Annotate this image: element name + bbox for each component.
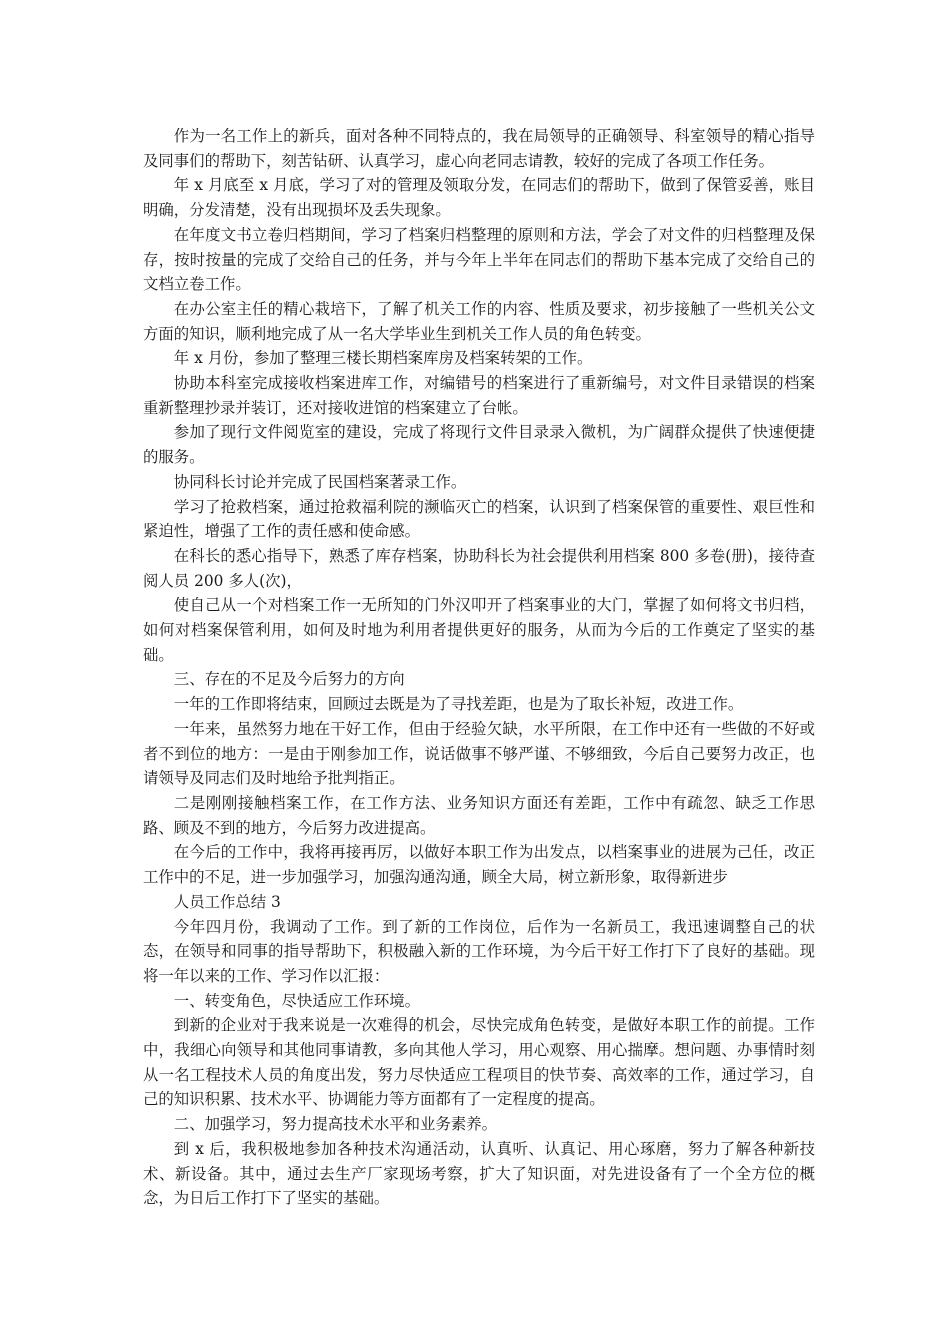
paragraph: 年 x 月底至 x 月底，学习了对的管理及领取分发，在同志们的帮助下，做到了保管妥善，账目明确，分发清楚，没有出现损坏及丢失现象。: [143, 176, 815, 220]
paragraph: 在科长的悉心指导下，熟悉了库存档案，协助科长为社会提供利用档案 800 多卷(册)，接待查阅人员 200 多人(次)，: [143, 546, 815, 590]
paragraph: 学习了抢救档案，通过抢救福利院的濒临灭亡的档案，认识到了档案保管的重要性、艰巨性和紧迫性，增强了工作的责任感和使命感。: [143, 497, 815, 541]
paragraph: 一年的工作即将结束，回顾过去既是为了寻找差距，也是为了取长补短，改进工作。: [173, 695, 744, 714]
paragraph: 使自己从一个对档案工作一无所知的门外汉叩开了档案事业的大门，掌握了如何将文书归档，如何对档案保管利用，如何及时地为利用者提供更好的服务，从而为今后的工作奠定了坚实的基础。: [143, 596, 815, 664]
paragraph: 在办公室主任的精心栽培下，了解了机关工作的内容、性质及要求，初步接触了一些机关公文方面的知识，顺利地完成了从一名大学毕业生到机关工作人员的角色转变。: [143, 299, 815, 343]
paragraph: 一年来，虽然努力地在干好工作，但由于经验欠缺，水平所限，在工作中还有一些做的不好或者不到位的地方：一是由于刚参加工作，说话做事不够严谨、不够细致，今后自己要努力改正，也请领导及同志们及时地给予批判指正。: [143, 719, 815, 788]
paragraph: 作为一名工作上的新兵，面对各种不同特点的，我在局领导的正确领导、科室领导的精心指导及同事们的帮助下，刻苦钻研、认真学习，虚心向老同志请教，较好的完成了各项工作任务。: [143, 127, 815, 170]
paragraph: 协助本科室完成接收档案进库工作，对编错号的档案进行了重新编号，对文件目录错误的档案重新整理抄录并装订，还对接收进馆的档案建立了台帐。: [143, 374, 815, 417]
paragraph: 到 x 后，我积极地参加各种技术沟通活动，认真听、认真记、用心琢磨，努力了解各种新技术、新设备。其中，通过去生产厂家现场考察，扩大了知识面，对先进设备有了一个全方位的概念，为日后工作打下了坚实的基础。: [143, 1139, 815, 1208]
paragraph: 协同科长讨论并完成了民国档案著录工作。: [173, 472, 467, 491]
paragraph: 参加了现行文件阅览室的建设，完成了将现行文件目录录入微机，为广阔群众提供了快速便捷的服务。: [143, 423, 815, 467]
paragraph: 在今后的工作中，我将再接再厉，以做好本职工作为出发点，以档案事业的进展为己任，改正工作中的不足，进一步加强学习，加强沟通沟通，顾全大局，树立新形象，取得新进步: [143, 843, 815, 887]
paragraph: 在年度文书立卷归档期间，学习了档案归档整理的原则和方法，学会了对文件的归档整理及保存，按时按量的完成了交给自己的任务，并与今年上半年在同志们的帮助下基本完成了交给自己的文档立卷工作。: [143, 225, 815, 294]
section-heading: 二、加强学习，努力提高技术水平和业务素养。: [173, 1115, 498, 1134]
document-title: 人员工作总结 3: [173, 892, 281, 911]
section-heading: 三、存在的不足及今后努力的方向: [173, 670, 405, 689]
document-body: [143, 124, 815, 1211]
paragraph: 年 x 月份，参加了整理三楼长期档案库房及档案转架的工作。: [173, 349, 593, 368]
paragraph: 到新的企业对于我来说是一次难得的机会，尽快完成角色转变，是做好本职工作的前提。工作中，我细心向领导和其他同事请教，多向其他人学习，用心观察、用心揣摩。想问题、办事情时刻从一名工程技术人员的角度出发，努力尽快适应工程项目的快节奏、高效率的工作，通过学习，自己的知识积累、技术水平、协调能力等方面都有了一定程度的提高。: [143, 1016, 815, 1109]
paragraph: 二是刚刚接触档案工作，在工作方法、业务知识方面还有差距，工作中有疏忽、缺乏工作思路、顾及不到的地方，今后努力改进提高。: [143, 793, 815, 837]
paragraph: 今年四月份，我调动了工作。到了新的工作岗位，后作为一名新员工，我迅速调整自己的状态，在领导和同事的指导帮助下，积极融入新的工作环境，为今后干好工作打下了良好的基础。现将一年以来的工作、学习作以汇报：: [143, 917, 815, 985]
section-heading: 一、转变角色，尽快适应工作环境。: [173, 991, 421, 1010]
